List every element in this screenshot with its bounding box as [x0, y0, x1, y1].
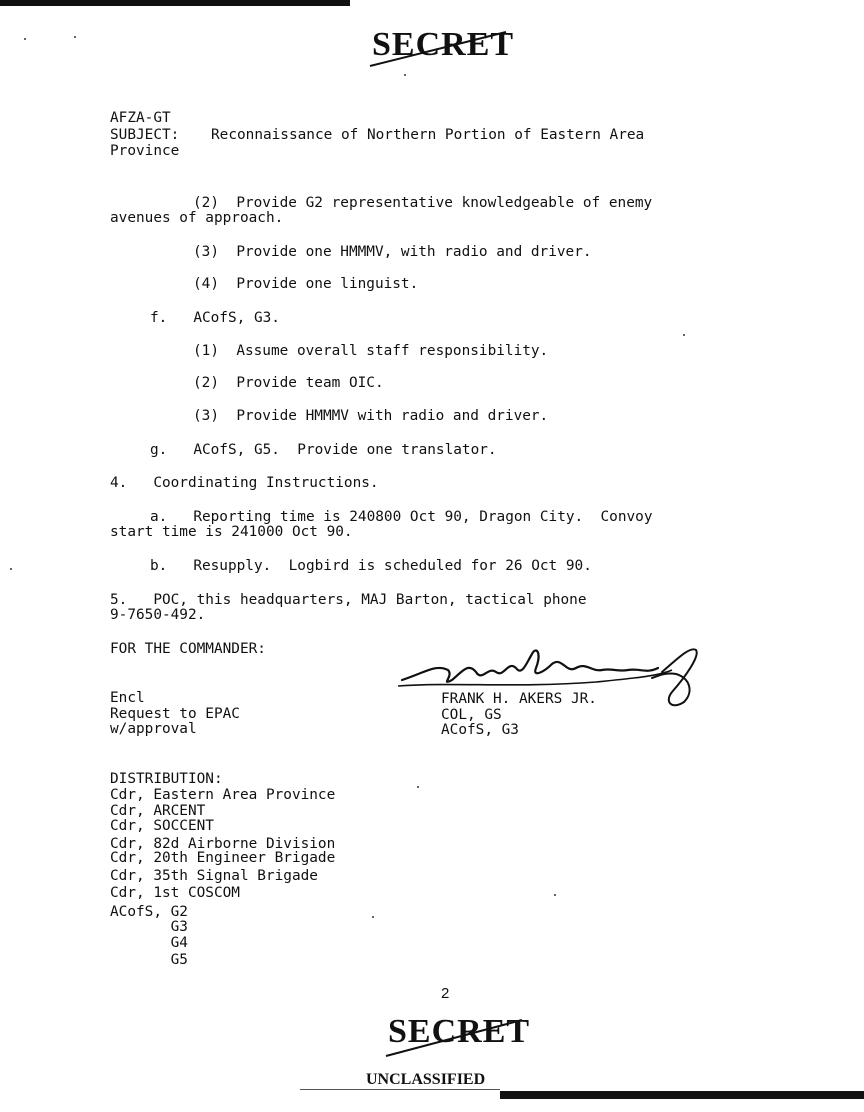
signer-rank: COL, GS	[441, 707, 502, 723]
for-the-commander: FOR THE COMMANDER:	[110, 641, 266, 657]
classification-stamp-bottom: SECRET	[388, 1013, 531, 1050]
page-number: 2	[441, 985, 450, 1002]
para-4a-line1: a. Reporting time is 240800 Oct 90, Dragon City. Convoy	[150, 509, 653, 525]
scan-speck	[10, 568, 12, 570]
distribution-heading: DISTRIBUTION:	[110, 771, 223, 787]
distribution-item: G5	[110, 952, 188, 968]
stamp-strike-bottom	[382, 1014, 532, 1059]
stamp-strike-top	[366, 28, 516, 73]
unclassified-marking: UNCLASSIFIED	[366, 1071, 486, 1088]
para-e3: (3) Provide one HMMMV, with radio and driver.	[193, 244, 592, 260]
para-4a-line2: start time is 241000 Oct 90.	[110, 524, 353, 540]
para-5-line2: 9-7650-492.	[110, 607, 206, 623]
distribution-item: ACofS, G2	[110, 904, 188, 920]
para-f3: (3) Provide HMMMV with radio and driver.	[193, 408, 549, 424]
distribution-item: Cdr, 20th Engineer Brigade	[110, 850, 336, 866]
scan-edge-bar-bottom	[500, 1091, 864, 1099]
scan-speck	[372, 916, 374, 918]
signer-name: FRANK H. AKERS JR.	[441, 691, 597, 707]
distribution-item: Cdr, ARCENT	[110, 803, 206, 819]
scan-speck	[404, 74, 406, 76]
classification-stamp-top: SECRET	[372, 26, 515, 63]
para-4: 4. Coordinating Instructions.	[110, 475, 379, 491]
enclosure-line3: w/approval	[110, 721, 197, 737]
distribution-item: Cdr, 35th Signal Brigade	[110, 868, 318, 884]
para-f1: (1) Assume overall staff responsibility.	[193, 343, 549, 359]
para-e2-line1: (2) Provide G2 representative knowledgeable of enemy	[193, 195, 653, 211]
subject-text: Reconnaissance of Northern Portion of Eastern Area	[211, 127, 645, 143]
scan-speck	[74, 36, 76, 38]
scan-speck	[417, 786, 419, 788]
para-f2: (2) Provide team OIC.	[193, 375, 384, 391]
distribution-item: G3	[110, 919, 188, 935]
scan-speck	[24, 38, 26, 40]
para-4b: b. Resupply. Logbird is scheduled for 26 Oct 90.	[150, 558, 592, 574]
scan-speck	[554, 894, 556, 896]
distribution-item: Cdr, Eastern Area Province	[110, 787, 336, 803]
distribution-item: Cdr, 82d Airborne Division	[110, 836, 336, 852]
scan-speck	[683, 334, 685, 336]
distribution-item: Cdr, SOCCENT	[110, 818, 214, 834]
enclosure-line2: Request to EPAC	[110, 706, 240, 722]
para-f: f. ACofS, G3.	[150, 310, 280, 326]
subject-text-continued: Province	[110, 143, 180, 159]
scan-edge-line-bottom	[300, 1089, 500, 1090]
para-e2-line2: avenues of approach.	[110, 210, 284, 226]
para-e4: (4) Provide one linguist.	[193, 276, 419, 292]
scan-edge-bar-top	[0, 0, 350, 6]
distribution-item: G4	[110, 935, 188, 951]
office-symbol: AFZA-GT	[110, 110, 171, 126]
signer-title: ACofS, G3	[441, 722, 519, 738]
distribution-item: Cdr, 1st COSCOM	[110, 885, 240, 901]
enclosure-line1: Encl	[110, 690, 145, 706]
para-g: g. ACofS, G5. Provide one translator.	[150, 442, 497, 458]
para-5-line1: 5. POC, this headquarters, MAJ Barton, tactical phone	[110, 592, 587, 608]
subject-label: SUBJECT:	[110, 127, 180, 143]
